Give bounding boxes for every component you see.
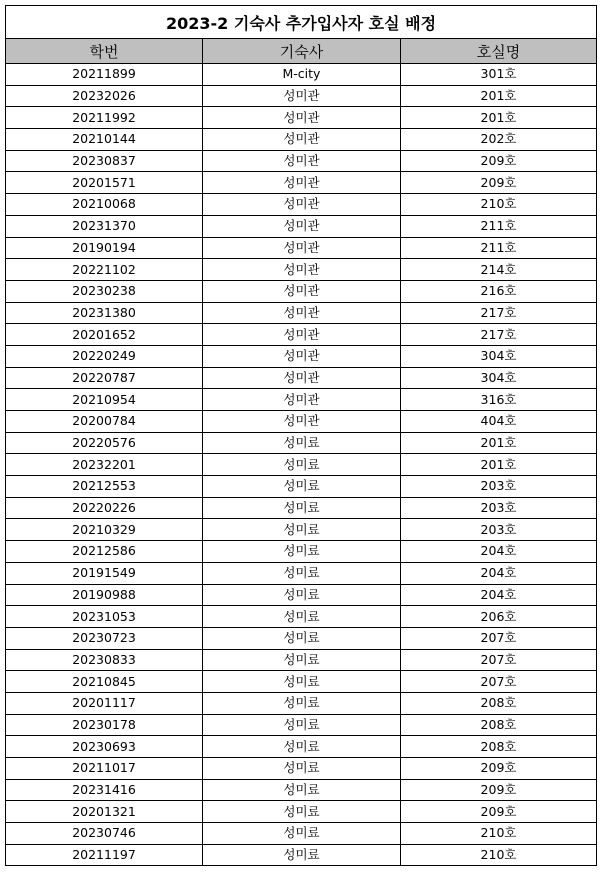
room-cell: 204호 bbox=[401, 562, 597, 584]
table-row bbox=[6, 215, 597, 237]
student-id-cell: 20190988 bbox=[6, 584, 203, 606]
dormitory-cell: 성미료 bbox=[203, 562, 401, 584]
table-row bbox=[6, 259, 597, 281]
room-cell: 201호 bbox=[401, 107, 597, 129]
room-cell: 203호 bbox=[401, 519, 597, 541]
assignment-sheet bbox=[5, 5, 596, 866]
dormitory-cell: 성미료 bbox=[203, 823, 401, 845]
table-row bbox=[6, 129, 597, 151]
student-id-cell: 20191549 bbox=[6, 562, 203, 584]
table-row bbox=[6, 194, 597, 216]
dormitory-cell: 성미관 bbox=[203, 259, 401, 281]
table-row bbox=[6, 432, 597, 454]
student-id-cell: 20210954 bbox=[6, 389, 203, 411]
dormitory-cell: 성미관 bbox=[203, 107, 401, 129]
table-row bbox=[6, 779, 597, 801]
dormitory-cell: 성미료 bbox=[203, 758, 401, 780]
room-cell: 210호 bbox=[401, 844, 597, 866]
student-id-cell: 20231380 bbox=[6, 302, 203, 324]
room-cell: 216호 bbox=[401, 280, 597, 302]
room-cell: 209호 bbox=[401, 779, 597, 801]
student-id-cell: 20230833 bbox=[6, 649, 203, 671]
student-id-cell: 20220576 bbox=[6, 432, 203, 454]
room-cell: 203호 bbox=[401, 476, 597, 498]
student-id-cell: 20231370 bbox=[6, 215, 203, 237]
dormitory-cell: 성미관 bbox=[203, 411, 401, 433]
table-row bbox=[6, 627, 597, 649]
table-row bbox=[6, 584, 597, 606]
table-row bbox=[6, 606, 597, 628]
dormitory-cell: M-city bbox=[203, 64, 401, 86]
table-row bbox=[6, 758, 597, 780]
table-row bbox=[6, 172, 597, 194]
student-id-cell: 20200784 bbox=[6, 411, 203, 433]
room-cell: 209호 bbox=[401, 150, 597, 172]
student-id-cell: 20220787 bbox=[6, 367, 203, 389]
dormitory-cell: 성미료 bbox=[203, 714, 401, 736]
student-id-cell: 20211899 bbox=[6, 64, 203, 86]
dormitory-cell: 성미료 bbox=[203, 671, 401, 693]
student-id-cell: 20221102 bbox=[6, 259, 203, 281]
room-cell: 201호 bbox=[401, 85, 597, 107]
room-cell: 316호 bbox=[401, 389, 597, 411]
student-id-cell: 20230693 bbox=[6, 736, 203, 758]
student-id-cell: 20220249 bbox=[6, 345, 203, 367]
room-cell: 217호 bbox=[401, 324, 597, 346]
room-cell: 202호 bbox=[401, 129, 597, 151]
table-row bbox=[6, 280, 597, 302]
dormitory-cell: 성미료 bbox=[203, 497, 401, 519]
column-header-dormitory: 기숙사 bbox=[203, 39, 401, 64]
student-id-cell: 20211017 bbox=[6, 758, 203, 780]
dormitory-cell: 성미료 bbox=[203, 606, 401, 628]
table-row bbox=[6, 237, 597, 259]
table-row bbox=[6, 497, 597, 519]
table-row bbox=[6, 801, 597, 823]
room-cell: 304호 bbox=[401, 367, 597, 389]
table-row bbox=[6, 671, 597, 693]
student-id-cell: 20212586 bbox=[6, 541, 203, 563]
dormitory-cell: 성미료 bbox=[203, 432, 401, 454]
table-row bbox=[6, 714, 597, 736]
student-id-cell: 20210329 bbox=[6, 519, 203, 541]
student-id-cell: 20230178 bbox=[6, 714, 203, 736]
table-row bbox=[6, 345, 597, 367]
dormitory-cell: 성미료 bbox=[203, 476, 401, 498]
table-row bbox=[6, 107, 597, 129]
dormitory-cell: 성미관 bbox=[203, 367, 401, 389]
table-row bbox=[6, 324, 597, 346]
dormitory-cell: 성미료 bbox=[203, 649, 401, 671]
dormitory-cell: 성미료 bbox=[203, 779, 401, 801]
dormitory-cell: 성미료 bbox=[203, 844, 401, 866]
dormitory-cell: 성미관 bbox=[203, 129, 401, 151]
table-row bbox=[6, 389, 597, 411]
table-row bbox=[6, 823, 597, 845]
dormitory-cell: 성미료 bbox=[203, 736, 401, 758]
dormitory-cell: 성미관 bbox=[203, 345, 401, 367]
student-id-cell: 20210845 bbox=[6, 671, 203, 693]
student-id-cell: 20230746 bbox=[6, 823, 203, 845]
dormitory-cell: 성미료 bbox=[203, 801, 401, 823]
student-id-cell: 20201117 bbox=[6, 692, 203, 714]
table-row bbox=[6, 302, 597, 324]
room-cell: 208호 bbox=[401, 714, 597, 736]
room-cell: 208호 bbox=[401, 736, 597, 758]
student-id-cell: 20210068 bbox=[6, 194, 203, 216]
dormitory-cell: 성미료 bbox=[203, 584, 401, 606]
document-title: 2023-2 기숙사 추가입사자 호실 배정 bbox=[6, 6, 597, 39]
room-cell: 210호 bbox=[401, 194, 597, 216]
room-cell: 208호 bbox=[401, 692, 597, 714]
dormitory-cell: 성미료 bbox=[203, 627, 401, 649]
student-id-cell: 20190194 bbox=[6, 237, 203, 259]
column-header-room: 호실명 bbox=[401, 39, 597, 64]
table-row bbox=[6, 562, 597, 584]
student-id-cell: 20230837 bbox=[6, 150, 203, 172]
student-id-cell: 20210144 bbox=[6, 129, 203, 151]
room-cell: 210호 bbox=[401, 823, 597, 845]
room-cell: 203호 bbox=[401, 497, 597, 519]
student-id-cell: 20201652 bbox=[6, 324, 203, 346]
room-cell: 206호 bbox=[401, 606, 597, 628]
student-id-cell: 20201321 bbox=[6, 801, 203, 823]
dormitory-cell: 성미관 bbox=[203, 215, 401, 237]
room-assignment-table bbox=[5, 5, 597, 866]
dormitory-cell: 성미료 bbox=[203, 454, 401, 476]
dormitory-cell: 성미관 bbox=[203, 324, 401, 346]
dormitory-cell: 성미관 bbox=[203, 389, 401, 411]
room-cell: 209호 bbox=[401, 172, 597, 194]
table-row bbox=[6, 692, 597, 714]
column-header-student-id: 학번 bbox=[6, 39, 203, 64]
student-id-cell: 20220226 bbox=[6, 497, 203, 519]
student-id-cell: 20230238 bbox=[6, 280, 203, 302]
room-cell: 209호 bbox=[401, 758, 597, 780]
table-row bbox=[6, 736, 597, 758]
dormitory-cell: 성미료 bbox=[203, 692, 401, 714]
table-row bbox=[6, 649, 597, 671]
room-cell: 211호 bbox=[401, 237, 597, 259]
dormitory-cell: 성미료 bbox=[203, 519, 401, 541]
room-cell: 214호 bbox=[401, 259, 597, 281]
student-id-cell: 20212553 bbox=[6, 476, 203, 498]
room-cell: 404호 bbox=[401, 411, 597, 433]
table-row bbox=[6, 454, 597, 476]
dormitory-cell: 성미관 bbox=[203, 302, 401, 324]
student-id-cell: 20232201 bbox=[6, 454, 203, 476]
dormitory-cell: 성미관 bbox=[203, 85, 401, 107]
room-cell: 207호 bbox=[401, 649, 597, 671]
student-id-cell: 20230723 bbox=[6, 627, 203, 649]
dormitory-cell: 성미관 bbox=[203, 237, 401, 259]
dormitory-cell: 성미료 bbox=[203, 541, 401, 563]
student-id-cell: 20211197 bbox=[6, 844, 203, 866]
room-cell: 201호 bbox=[401, 454, 597, 476]
table-row bbox=[6, 150, 597, 172]
student-id-cell: 20231416 bbox=[6, 779, 203, 801]
table-row bbox=[6, 411, 597, 433]
dormitory-cell: 성미관 bbox=[203, 280, 401, 302]
table-row bbox=[6, 541, 597, 563]
student-id-cell: 20211992 bbox=[6, 107, 203, 129]
room-cell: 209호 bbox=[401, 801, 597, 823]
room-cell: 207호 bbox=[401, 627, 597, 649]
table-row bbox=[6, 844, 597, 866]
table-row bbox=[6, 519, 597, 541]
dormitory-cell: 성미관 bbox=[203, 150, 401, 172]
student-id-cell: 20232026 bbox=[6, 85, 203, 107]
room-cell: 201호 bbox=[401, 432, 597, 454]
table-row bbox=[6, 64, 597, 86]
room-cell: 211호 bbox=[401, 215, 597, 237]
student-id-cell: 20231053 bbox=[6, 606, 203, 628]
room-cell: 204호 bbox=[401, 584, 597, 606]
header-row bbox=[6, 39, 597, 64]
student-id-cell: 20201571 bbox=[6, 172, 203, 194]
room-cell: 217호 bbox=[401, 302, 597, 324]
table-row bbox=[6, 85, 597, 107]
dormitory-cell: 성미관 bbox=[203, 172, 401, 194]
table-row bbox=[6, 367, 597, 389]
room-cell: 301호 bbox=[401, 64, 597, 86]
room-cell: 204호 bbox=[401, 541, 597, 563]
room-cell: 304호 bbox=[401, 345, 597, 367]
room-cell: 207호 bbox=[401, 671, 597, 693]
table-row bbox=[6, 476, 597, 498]
dormitory-cell: 성미관 bbox=[203, 194, 401, 216]
